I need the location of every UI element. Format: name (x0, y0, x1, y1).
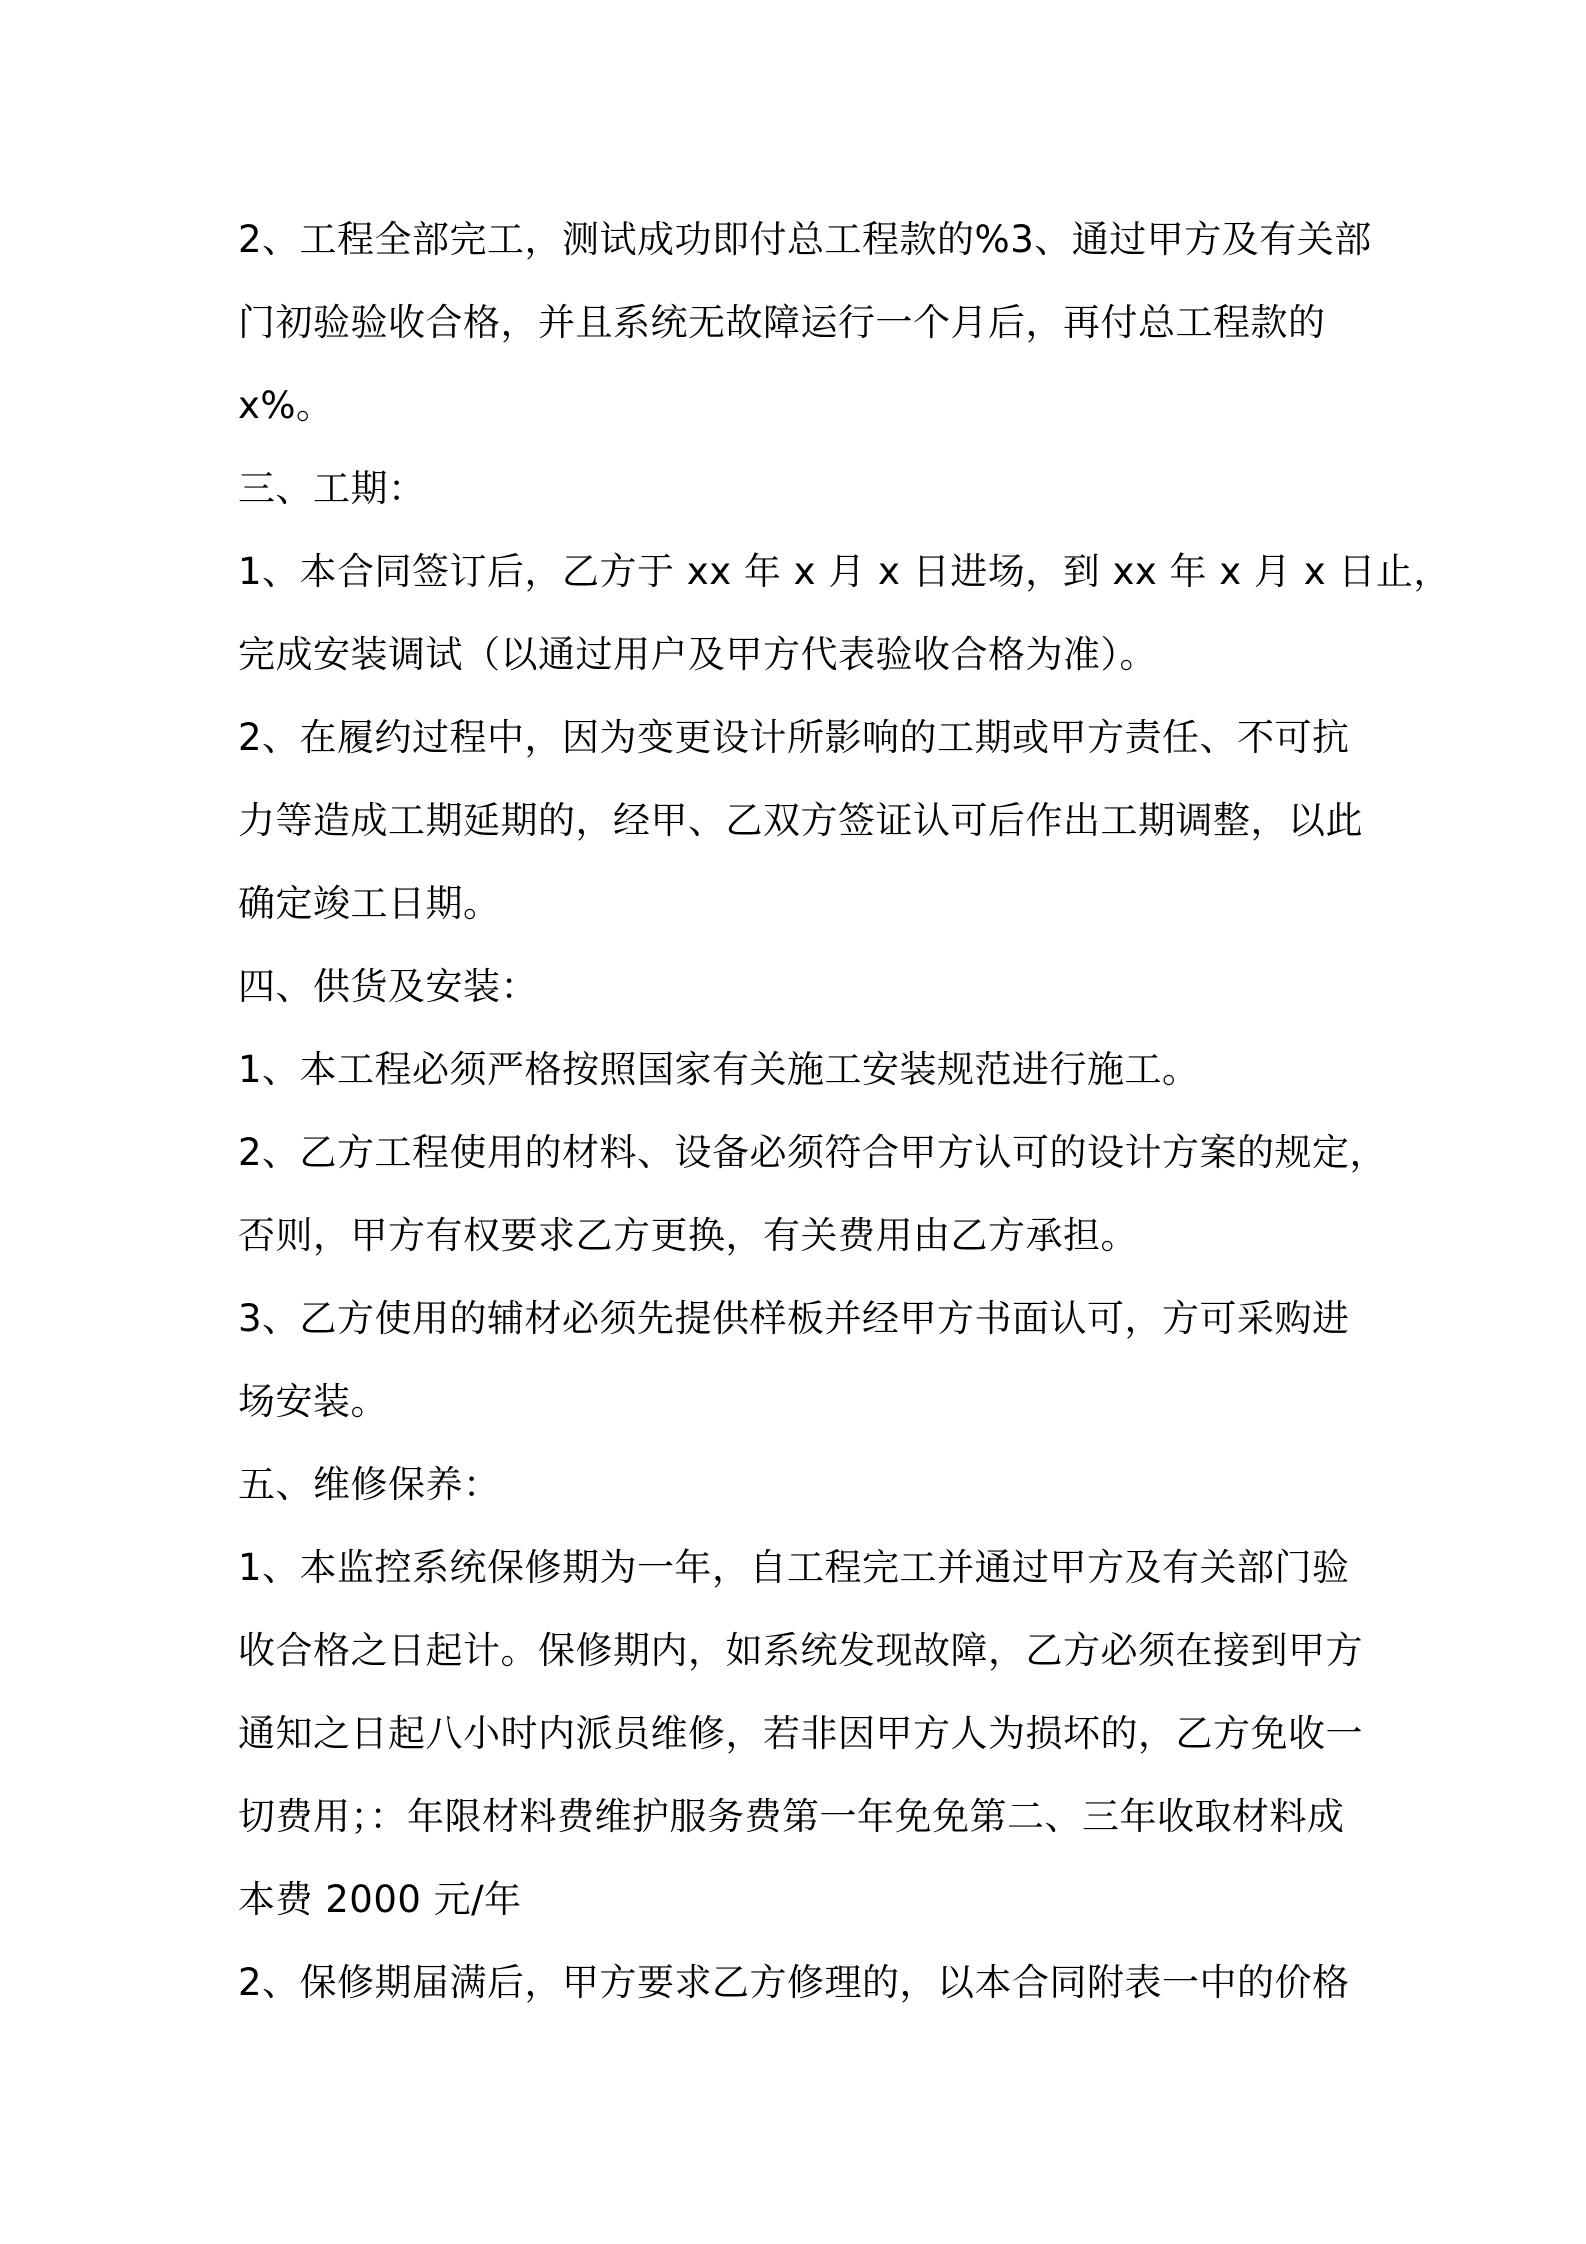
section-heading-schedule: 三、工期： (238, 467, 426, 510)
body-line-supply-3-end: 场安装。 (238, 1380, 388, 1423)
body-line-maintenance-1-end: 本费 2000 元/年 (238, 1878, 522, 1921)
body-line-supply-2-end: 否则，甲方有权要求乙方更换，有关费用由乙方承担。 (238, 1214, 1138, 1257)
body-line-supply-1: 1、本工程必须严格按照国家有关施工安装规范进行施工。 (238, 1048, 1200, 1091)
body-line-schedule-2-end: 确定竣工日期。 (238, 882, 501, 925)
body-line-schedule-1: 1、本合同签订后，乙方于 xx 年 x 月 x 日进场，到 xx 年 x 月 x 日止， (238, 550, 1451, 593)
body-line-maintenance-2: 2、保修期届满后，甲方要求乙方修理的，以本合同附表一中的价格 (238, 1961, 1350, 2004)
body-line-supply-3: 3、乙方使用的辅材必须先提供样板并经甲方书面认可，方可采购进 (238, 1297, 1350, 1340)
body-line-maintenance-1-cont-b: 通知之日起八小时内派员维修，若非因甲方人为损坏的，乙方免收一 (238, 1712, 1363, 1755)
body-line-supply-2: 2、乙方工程使用的材料、设备必须符合甲方认可的设计方案的规定， (238, 1131, 1388, 1174)
section-heading-maintenance: 五、维修保养： (238, 1463, 501, 1506)
body-line-schedule-2-cont: 力等造成工期延期的，经甲、乙双方签证认可后作出工期调整，以此 (238, 799, 1363, 842)
body-line-schedule-1-end: 完成安装调试（以通过用户及甲方代表验收合格为准）。 (238, 633, 1157, 676)
document-body (238, 198, 1451, 2024)
body-line-maintenance-1-cont-a: 收合格之日起计。保修期内，如系统发现故障，乙方必须在接到甲方 (238, 1629, 1363, 1672)
body-line-payment-3-end: x%。 (238, 384, 334, 427)
body-line-payment-3: 门初验验收合格，并且系统无故障运行一个月后，再付总工程款的 (238, 301, 1326, 344)
body-line-schedule-2: 2、在履约过程中，因为变更设计所影响的工期或甲方责任、不可抗 (238, 716, 1350, 759)
body-line-payment-2: 2、工程全部完工，测试成功即付总工程款的%3、通过甲方及有关部 (238, 218, 1372, 261)
section-heading-supply: 四、供货及安装： (238, 965, 538, 1008)
body-line-maintenance-1: 1、本监控系统保修期为一年，自工程完工并通过甲方及有关部门验 (238, 1546, 1350, 1589)
body-line-maintenance-1-cont-c: 切费用；：年限材料费维护服务费第一年免免第二、三年收取材料成 (238, 1795, 1345, 1838)
